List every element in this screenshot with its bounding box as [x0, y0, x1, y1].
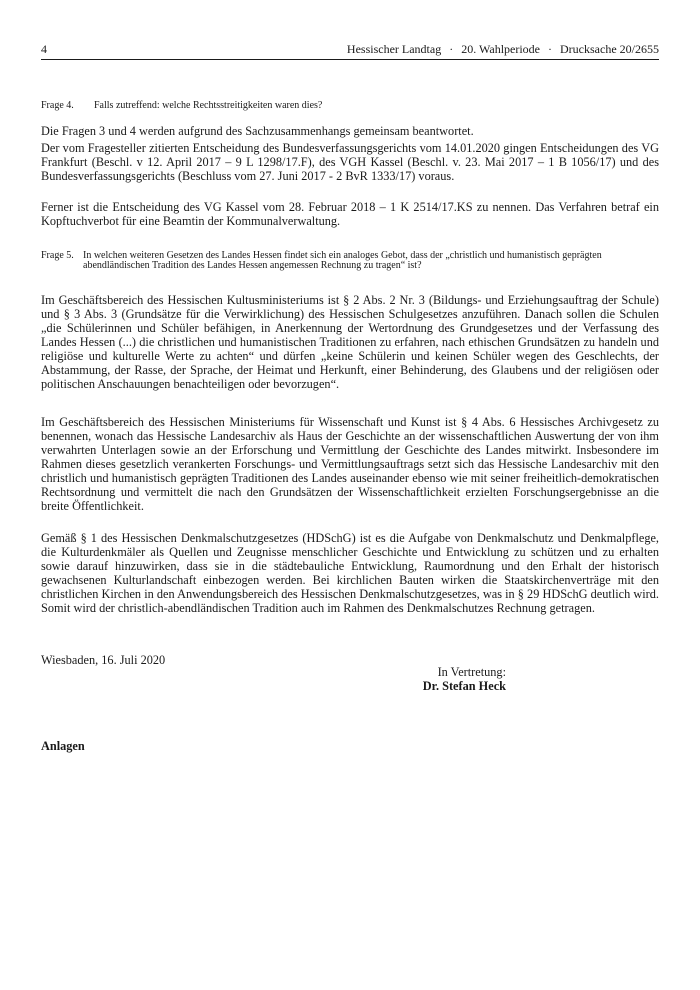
legislative-period: 20. Wahlperiode — [461, 42, 541, 56]
attachments-heading: Anlagen — [41, 739, 85, 753]
running-title — [347, 41, 659, 57]
header-rule — [41, 59, 659, 60]
question-text: In welchen weiteren Gesetzen des Landes Hessen findet sich ein analoges Gebot, dass der „christlich und humanistisch geprägten abendländischen Tradition des Landes Hessen angemessen Rechnung zu tragen“ ist? — [83, 250, 602, 271]
answer-intro: Die Fragen 3 und 4 werden aufgrund des Sachzusammenhangs gemeinsam beantwortet. — [41, 124, 474, 138]
publisher: Hessischer Landtag — [346, 42, 442, 56]
question-number: Frage 5. — [41, 250, 74, 261]
answer-paragraph: Im Geschäftsbereich des Hessischen Ministeriums für Wissenschaft und Kunst ist § 4 Abs. 6 Hessisches Archivgesetz zu benennen, wonach das Hessische Landesarchiv als Haus der Geschichte an der wissenschaftlichen Auswertung der von ihm verwahrten Unterlagen sowie an der Erforschung und Vermittlung der Geschichte des Landes mitwirkt. Insbesondere im Rahmen dieses gesetzlich verankerten Forschungs- und Vermittlungsauftrags setzt sich das Hessische Landesarchiv mit den christlich und humanistisch geprägten Traditionen des Landes auseinander ebenso wie mit seiner freiheitlich-demokratischen Rechtsordnung und vermittelt die nach den Grundsätzen der Wissenschaftlichkeit erzielten Forschungsergebnisse an die breite Öffentlichkeit. — [41, 415, 659, 513]
answer-paragraph: Der vom Fragesteller zitierten Entscheidung des Bundesverfassungsgerichts vom 14.01.2020 gingen Entscheidungen des VG Frankfurt (Beschl. v 12. April 2017 – 9 L 1298/17.F), des VGH Kassel (Beschl. v. 23. Mai 2017 – 1 B 1056/17) und des Bundesverfassungsgerichts (Beschluss vom 27. Juni 2017 - 2 BvR 1333/17) voraus. — [41, 141, 659, 183]
header-separator: · — [449, 42, 454, 56]
question-5 — [41, 251, 659, 285]
answer-paragraph: Im Geschäftsbereich des Hessischen Kultusministeriums ist § 2 Abs. 2 Nr. 3 (Bildungs- und Erziehungsauftrag der Schule) und § 3 Abs. 3 (Grundsätze für die Verwirklichung) des Hessischen Schulgesetzes anzuführen. Danach sollen die Schulen „die Schülerinnen und Schüler befähigen, in Anerkennung der Wertordnung des Grundgesetzes und der Verfassung des Landes Hessen (...) die christlichen und humanistischen Traditionen zu erfahren, nach ethischen Grundsätzen zu handeln und religiöse und kulturelle Werte zu achten“ und dürfen „keine Schülerin und keinen Schüler wegen des Geschlechts, der Abstammung, der Rasse, der Sprache, der Heimat und Herkunft, einer Behinderung, des Glaubens und der religiösen oder politischen Anschauungen benachteiligen oder bevorzugen“. — [41, 293, 659, 391]
signature-block — [423, 665, 506, 693]
document-number: Drucksache 20/2655 — [560, 42, 659, 56]
signature-role: In Vertretung: — [437, 665, 506, 679]
header-separator: · — [548, 42, 553, 56]
answer-paragraph: Ferner ist die Entscheidung des VG Kassel vom 28. Februar 2018 – 1 K 2514/17.KS zu nennen. Das Verfahren betraf ein Kopftuchverbot für eine Beamtin der Kommunalverwaltung. — [41, 200, 659, 228]
running-header — [41, 41, 659, 57]
page-number: 4 — [41, 42, 47, 56]
question-4 — [41, 101, 659, 113]
answer-paragraph: Gemäß § 1 des Hessischen Denkmalschutzgesetzes (HDSchG) ist es die Aufgabe von Denkmalschutz und Denkmalpflege, die Kulturdenkmäler als Quellen und Zeugnisse menschlicher Geschichte und Entwicklung zu schützen und zu erhalten sowie darauf hinzuwirken, dass sie in die städtebauliche Entwicklung, Raumordnung und den Erhalt der historisch gewachsenen Kulturlandschaft einbezogen werden. Bei kirchlichen Bauten wirken die Staatskirchenverträge mit den christlichen Kirchen in den Anwendungsbereich des Hessischen Denkmalschutzgesetzes, was in § 29 HDSchG deutlich wird. Somit wird der christlich-abendländischen Tradition auch im Rahmen des Denkmalschutzes Rechnung getragen. — [41, 531, 659, 615]
place-date: Wiesbaden, 16. Juli 2020 — [41, 653, 166, 667]
question-number: Frage 4. — [41, 100, 74, 111]
signature-name: Dr. Stefan Heck — [422, 679, 506, 693]
question-text: Falls zutreffend: welche Rechtsstreitigkeiten waren dies? — [94, 100, 323, 111]
